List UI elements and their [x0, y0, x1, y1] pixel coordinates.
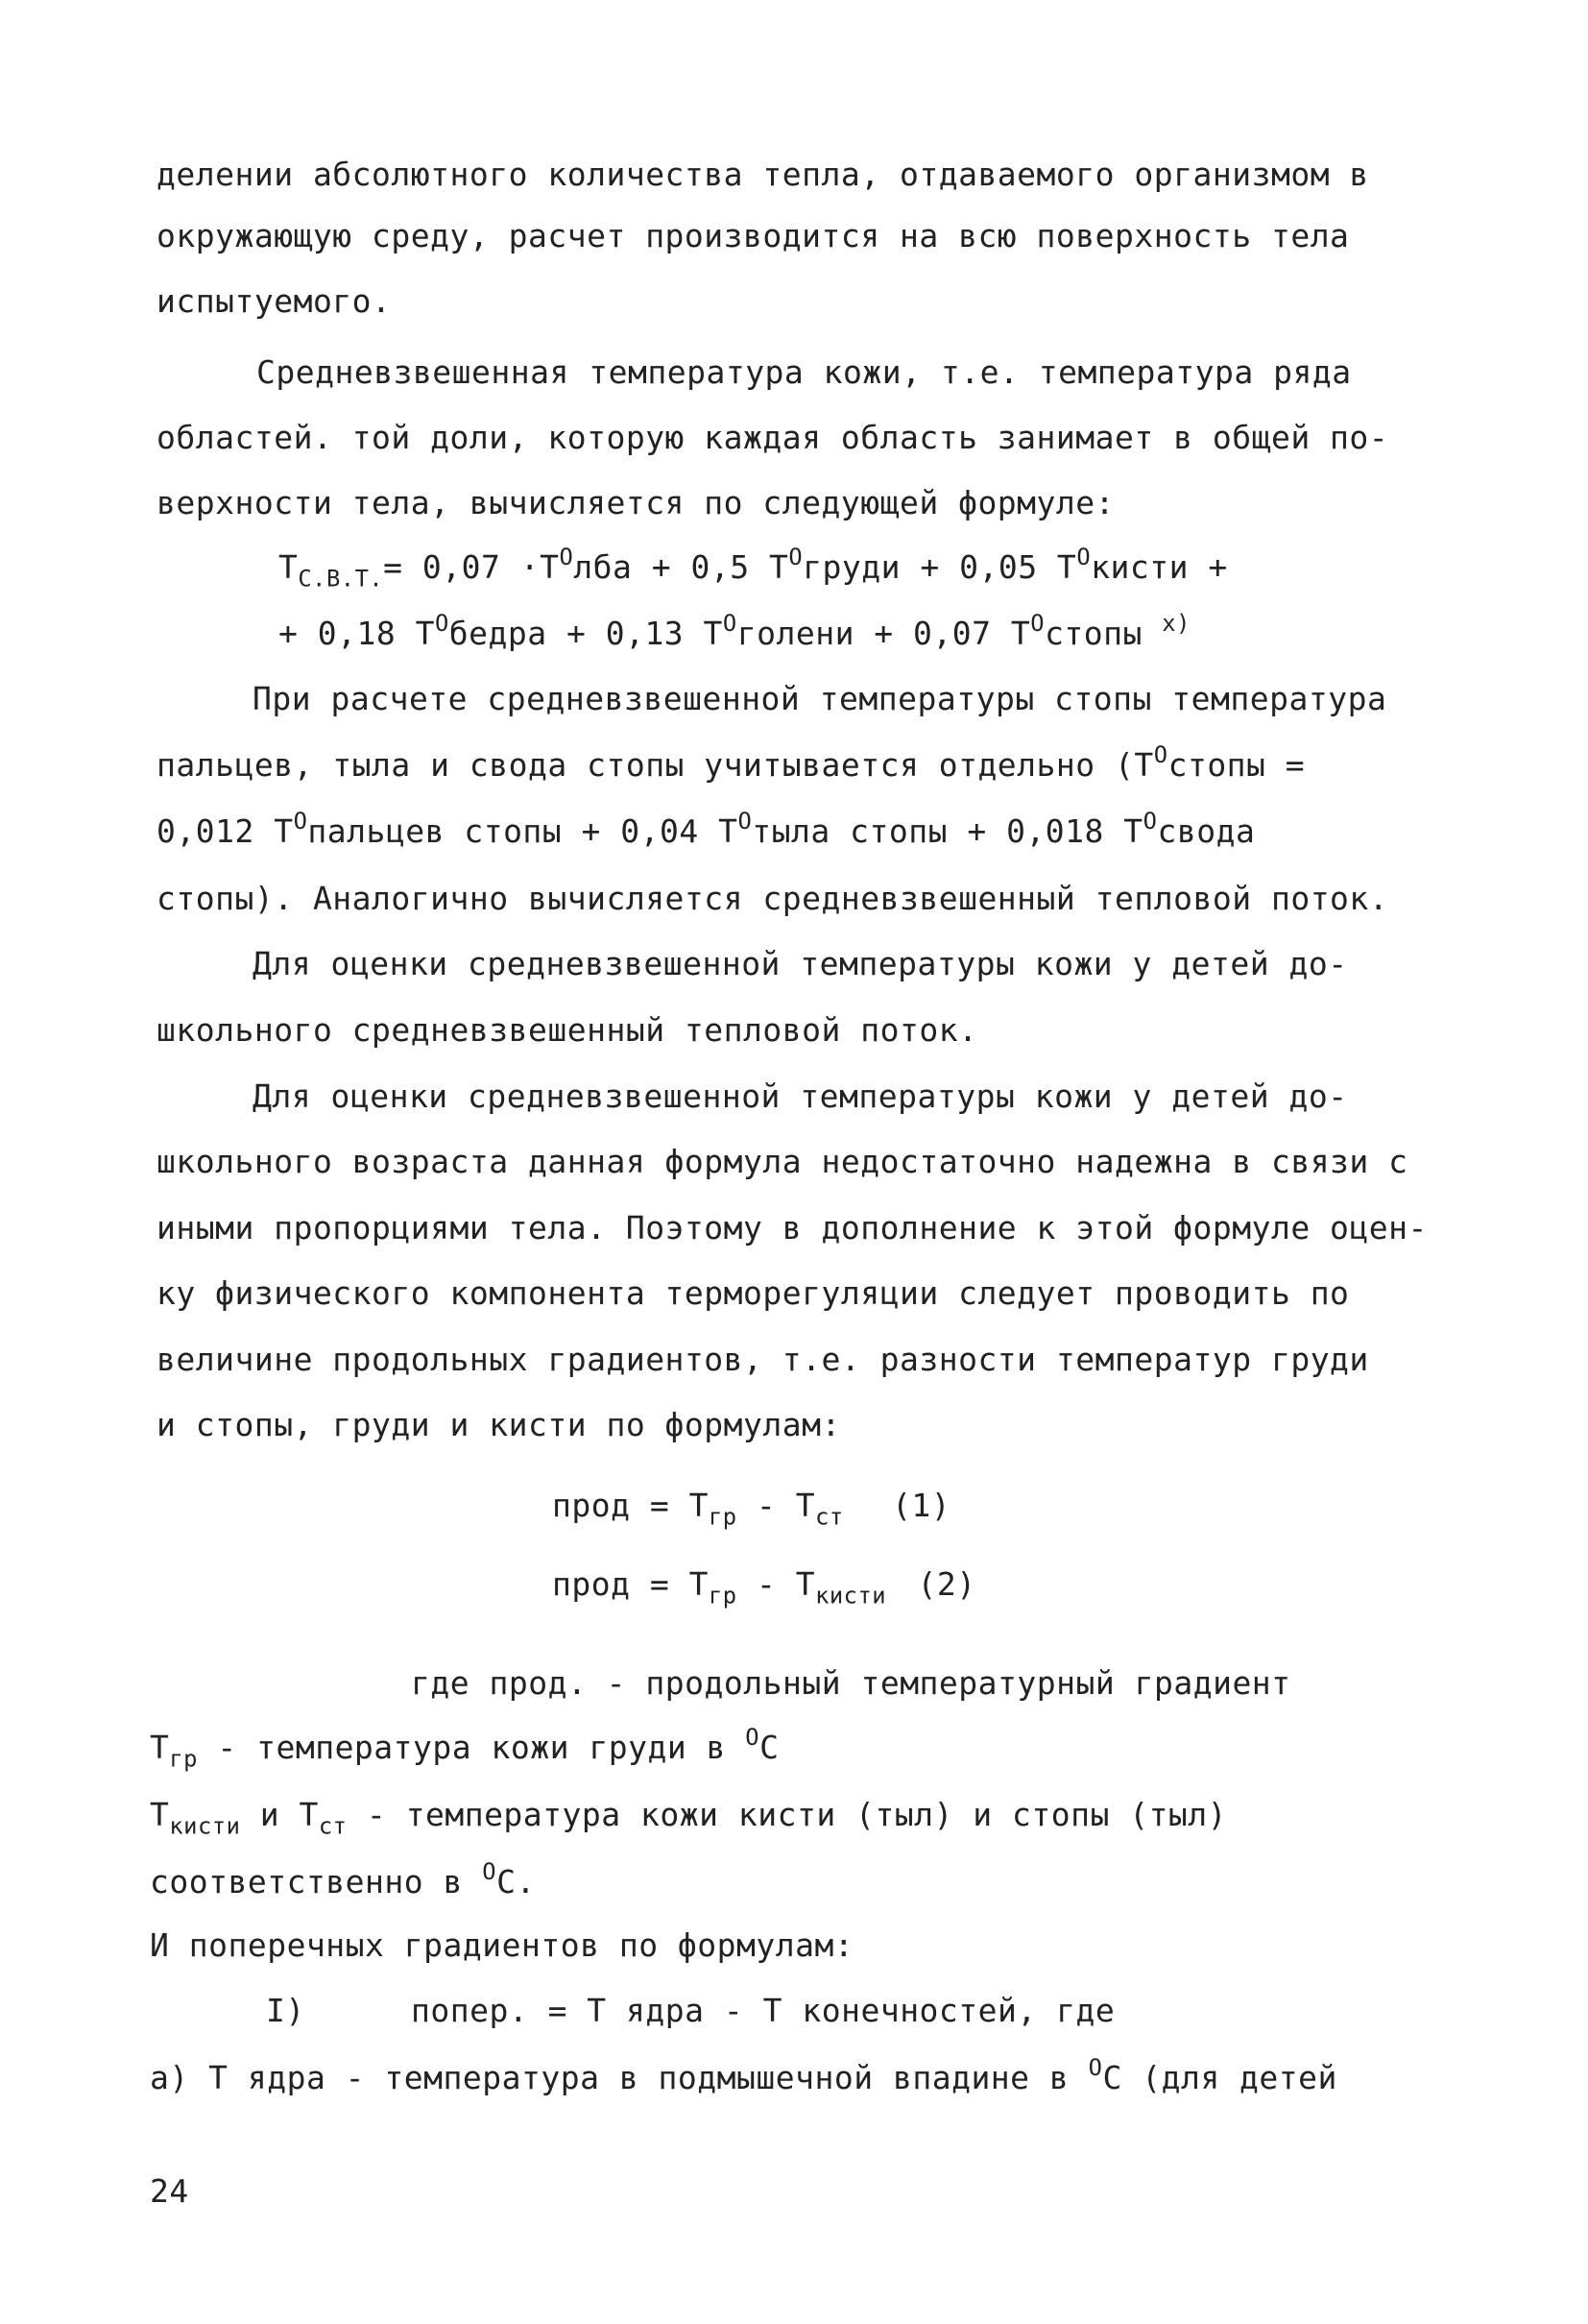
text-line: школьного возраста данная формула недостаточно надежна в связи с [156, 1143, 1408, 1180]
formula-term: голени + 0,07 T [736, 615, 1031, 652]
text-line: делении абсолютного количества тепла, отдаваемого организмом в [156, 156, 1369, 193]
formula-term: прод [552, 1565, 631, 1603]
degree-mark: О [722, 609, 737, 637]
text-fragment: 0,012 T [156, 812, 294, 850]
formula-svt-line2 [278, 609, 1191, 653]
text-line [156, 807, 1256, 851]
text-fragment: пальцев стопы + 0,04 T [307, 812, 738, 850]
degree-mark: О [1088, 2053, 1103, 2081]
formula-subscript: ст [318, 1812, 348, 1840]
formula-subscript: С.В.Т. [298, 565, 384, 593]
formula-subscript: кисти [169, 1812, 241, 1840]
text-line [150, 2053, 1337, 2097]
symbol: T [150, 1796, 170, 1833]
formula-subscript: гр [169, 1745, 198, 1773]
formula-term: бедра + 0,13 T [448, 615, 723, 652]
text-line [150, 1723, 780, 1773]
formula-term: + 0,18 T [278, 615, 435, 652]
formula-gradient-2 [552, 1565, 976, 1610]
text-fragment: . [516, 1863, 536, 1900]
text-line: Средневзвешенная температура кожи, т.е. температура ряда [256, 353, 1352, 391]
text-line: Для оценки средневзвешенной температуры кожи у детей до- [253, 1077, 1348, 1115]
text-line: Для оценки средневзвешенной температуры кожи у детей до- [253, 945, 1348, 982]
degree-mark: О [1143, 807, 1158, 835]
text-line: и стопы, груди и кисти по формулам: [156, 1406, 841, 1443]
text-fragment: - температура кожи кисти (тыл) и стопы (тыл) [366, 1796, 1228, 1833]
equals-sign: = [649, 1487, 670, 1524]
degree-mark: О [737, 807, 753, 835]
text-line: где прод. - продольный температурный градиент [411, 1664, 1291, 1702]
equation-number: (2) [917, 1565, 976, 1603]
formula-term: - T [756, 1565, 816, 1603]
text-fragment: соответственно в [150, 1863, 463, 1900]
formula-term: прод [552, 1487, 631, 1524]
text-line: При расчете средневзвешенной температуры стопы температура [253, 680, 1387, 717]
degree-mark: О [1076, 543, 1092, 570]
text-line: окружающую среду, расчет производится на всю поверхность тела [156, 217, 1350, 254]
formula-term: кисти + [1091, 548, 1228, 586]
text-line: величине продольных градиентов, т.е. разности температур груди [156, 1341, 1369, 1378]
symbol: T [299, 1796, 319, 1833]
formula-term: груди + 0,05 T [803, 548, 1077, 586]
unit: C [759, 1729, 780, 1766]
text-line: И поперечных градиентов по формулам: [150, 1926, 854, 1964]
page-number: 24 [150, 2172, 189, 2210]
formula-term: лба + 0,5 T [573, 548, 789, 586]
text-line: областей. той доли, которую каждая область занимает в общей по- [156, 419, 1389, 456]
text-line: иными пропорциями тела. Поэтому в дополнение к этой формуле оцен- [156, 1209, 1428, 1247]
symbol: T [688, 1487, 709, 1524]
symbol: T [150, 1729, 170, 1766]
text-fragment: стопы = [1167, 746, 1306, 784]
text-line: попер. = T ядра - T конечностей, где [411, 1992, 1116, 2029]
text-fragment: и [259, 1796, 280, 1833]
text-line: верхности тела, вычисляется по следующей формуле: [156, 484, 1116, 521]
equals-sign: = [649, 1565, 670, 1603]
formula-term: - T [756, 1487, 816, 1524]
text-fragment: (для детей [1142, 2059, 1337, 2096]
equation-number: (1) [892, 1487, 951, 1524]
text-fragment: а) T ядра - температура в подмышечной впадине в [150, 2059, 1070, 2096]
unit: C [496, 1863, 517, 1900]
formula-svt-line1 [278, 543, 1228, 593]
formula-term: = 0,07 ·T [383, 548, 560, 586]
text-line: ку физического компонента терморегуляции следует проводить по [156, 1274, 1350, 1312]
degree-mark: О [559, 543, 574, 570]
text-fragment: свода [1157, 812, 1256, 850]
list-marker: I) [266, 1992, 305, 2029]
degree-mark: О [482, 1857, 497, 1885]
formula-term: стопы [1045, 615, 1143, 652]
symbol: T [688, 1565, 709, 1603]
text-line: школьного средневзвешенный тепловой поток. [156, 1011, 978, 1049]
text-fragment: пальцев, тыла и свода стопы учитывается отдельно (T [156, 746, 1154, 784]
degree-mark: О [788, 543, 804, 570]
symbol: T [278, 548, 299, 586]
formula-subscript: гр [708, 1503, 737, 1531]
formula-subscript: ст [815, 1503, 844, 1531]
footnote-mark: x) [1162, 609, 1191, 637]
text-fragment: - температура кожи груди в [217, 1729, 726, 1766]
formula-gradient-1 [552, 1487, 951, 1531]
degree-mark: О [1153, 740, 1168, 768]
text-line: стопы). Аналогично вычисляется средневзвешенный тепловой поток. [156, 880, 1389, 917]
formula-subscript: кисти [815, 1582, 887, 1610]
degree-mark: О [1030, 609, 1046, 637]
text-line [150, 1796, 1228, 1840]
text-line [156, 740, 1306, 785]
formula-subscript: гр [708, 1582, 737, 1610]
degree-mark: О [293, 807, 308, 835]
unit: C [1102, 2059, 1122, 2096]
degree-mark: О [434, 609, 449, 637]
text-line [150, 1857, 536, 1901]
text-line: испытуемого. [156, 282, 392, 320]
degree-mark: О [745, 1723, 760, 1751]
text-fragment: тыла стопы + 0,018 T [752, 812, 1143, 850]
